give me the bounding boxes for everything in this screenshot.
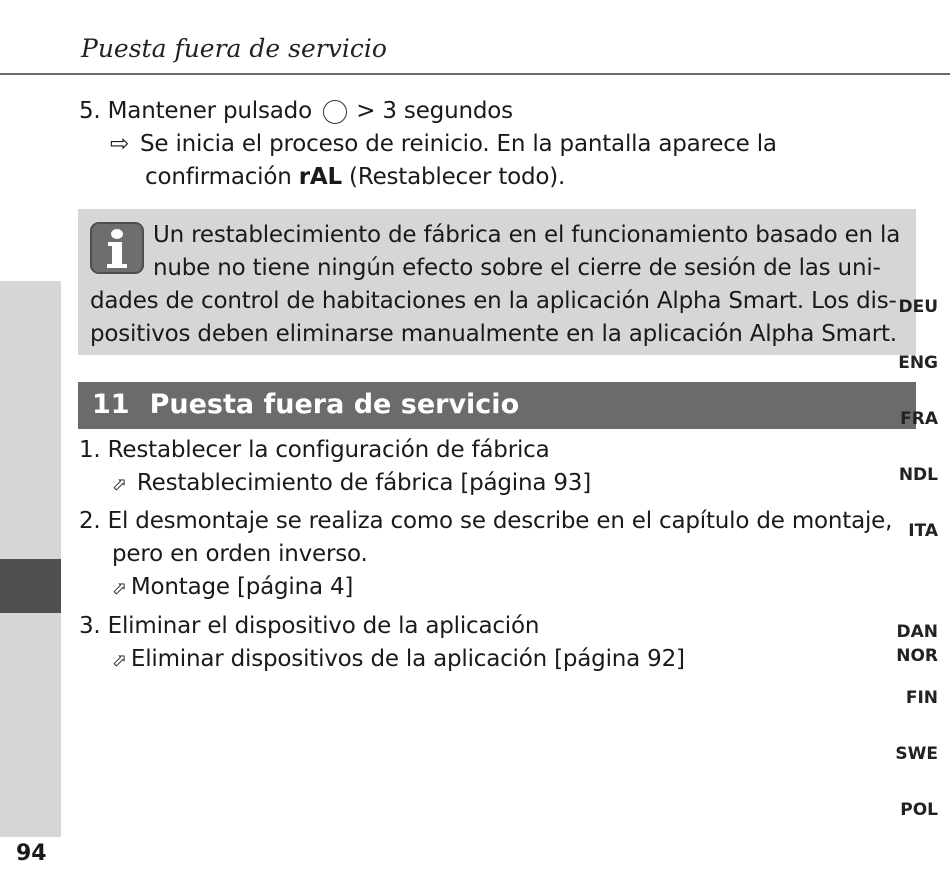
info-icon xyxy=(90,222,144,274)
page-number: 94 xyxy=(16,841,47,866)
step-2-text: 2. El desmontaje se realiza como se describe en el capítulo de montaje, xyxy=(79,508,893,534)
step-2-text-cont: pero en orden inverso. xyxy=(112,541,368,567)
step5-duration: > 3 segundos xyxy=(356,98,513,124)
lang-tab-fin[interactable]: FIN xyxy=(905,688,938,708)
lang-tab-dan[interactable]: DAN xyxy=(896,622,938,642)
step5-confirmation-meaning: (Restablecer todo). xyxy=(341,164,566,190)
info-line-1: Un restablecimiento de fábrica en el funcionamiento basado en la xyxy=(153,222,901,248)
step-2-link-text[interactable]: Montage [página 4] xyxy=(130,574,354,600)
step5-result-text: Se inicia el proceso de reinicio. En la pantalla aparece la xyxy=(140,131,777,157)
link-icon: ⬀ xyxy=(112,650,127,671)
step-1-link-text[interactable]: Restablecimiento de fábrica [página 93] xyxy=(136,470,592,496)
step5-text: 5. Mantener pulsado xyxy=(79,98,312,124)
link-icon: ⬀ xyxy=(112,578,127,599)
ral-code: rAL xyxy=(298,164,342,190)
step5-result-line1 xyxy=(110,128,777,161)
lang-tab-deu[interactable]: DEU xyxy=(898,297,938,317)
step-2-link[interactable] xyxy=(112,571,353,605)
info-line-4: positivos deben eliminarse manualmente en la aplicación Alpha Smart. xyxy=(90,321,897,347)
section-number: 11 xyxy=(92,389,130,420)
lang-tab-swe[interactable]: SWE xyxy=(895,744,938,764)
info-line-3: dades de control de habitaciones en la aplicación Alpha Smart. Los dis- xyxy=(90,288,897,314)
lang-tab-eng[interactable]: ENG xyxy=(898,353,938,373)
page-header-title: Puesta fuera de servicio xyxy=(81,34,387,63)
link-icon: ⬀ xyxy=(112,474,127,495)
lang-tab-esp[interactable]: ESP xyxy=(901,577,938,597)
lang-tab-ndl[interactable]: NDL xyxy=(898,465,938,485)
section-heading xyxy=(78,382,916,429)
step5-confirmation-label: confirmación xyxy=(145,164,299,190)
step5-line xyxy=(79,95,513,128)
step-3-text: 3. Eliminar el dispositivo de la aplicación xyxy=(79,613,540,639)
button-circle-icon xyxy=(323,100,347,124)
active-language-highlight xyxy=(0,559,61,613)
step5-result-line2 xyxy=(145,161,565,194)
lang-tab-ita[interactable]: ITA xyxy=(908,521,938,541)
section-title: Puesta fuera de servicio xyxy=(149,389,520,420)
step-1-text: 1. Restablecer la configuración de fábrica xyxy=(79,437,550,463)
header-rule xyxy=(0,73,950,75)
result-arrow-icon: ⇨ xyxy=(110,131,130,157)
step-3-link-text[interactable]: Eliminar dispositivos de la aplicación [página 92] xyxy=(130,646,685,672)
lang-tab-fra[interactable]: FRA xyxy=(900,409,938,429)
step-3-link[interactable] xyxy=(112,643,685,677)
step-1-link[interactable] xyxy=(112,467,591,501)
info-line-2: nube no tiene ningún efecto sobre el cierre de sesión de las uni- xyxy=(153,255,881,281)
lang-tab-pol[interactable]: POL xyxy=(900,800,938,820)
lang-tab-nor[interactable]: NOR xyxy=(896,646,938,666)
